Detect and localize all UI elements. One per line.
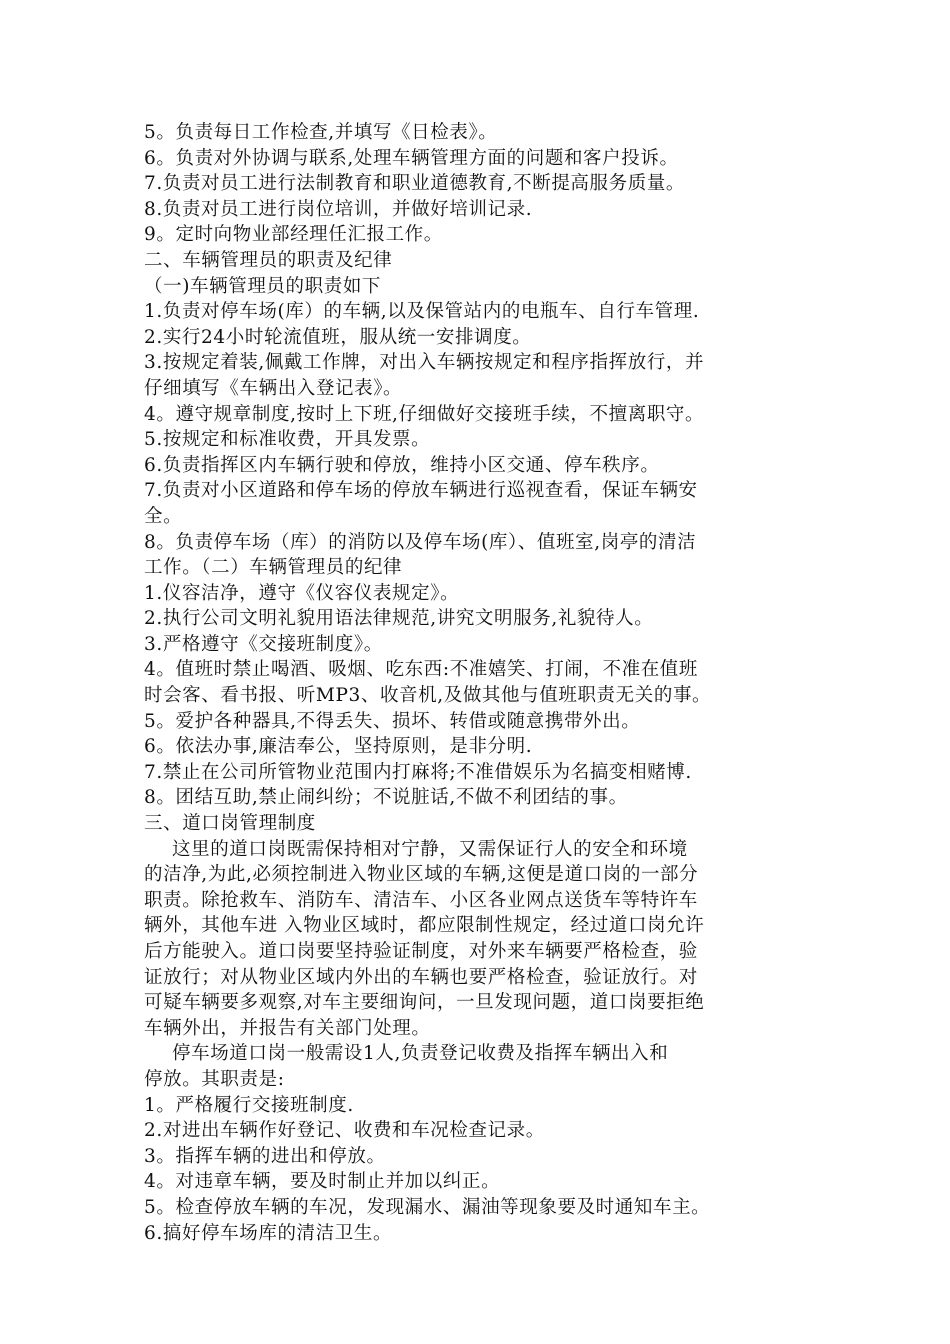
text-line: 3.按规定着装,佩戴工作牌，对出入车辆按规定和程序指挥放行，并 — [144, 352, 705, 374]
text-line: 6。负责对外协调与联系,处理车辆管理方面的问题和客户投诉。 — [144, 147, 679, 169]
text-line: 2.实行24小时轮流值班，服从统一安排调度。 — [144, 326, 532, 348]
text-line: 4。对违章车辆，要及时制止并加以纠正。 — [144, 1171, 501, 1193]
text-line: 5。爱护各种器具,不得丢失、损坏、转借或随意携带外出。 — [144, 710, 641, 732]
text-line: 职责。除抢救车、消防车、清洁车、小区各业网点送货车等特许车 — [144, 889, 698, 911]
text-line: 可疑车辆要多观察,对车主要细询问，一旦发现问题，道口岗要拒绝 — [144, 992, 705, 1014]
text-line: 5.按规定和标准收费，开具发票。 — [144, 429, 431, 451]
text-line: 7.负责对小区道路和停车场的停放车辆进行巡视查看，保证车辆安 — [144, 480, 698, 502]
text-line: 4。遵守规章制度,按时上下班,仔细做好交接班手续，不擅离职守。 — [144, 403, 705, 425]
text-line: 二、车辆管理员的职责及纪律 — [144, 249, 393, 271]
text-line: 时会客、看书报、听MP3、收音机,及做其他与值班职责无关的事。 — [144, 685, 712, 707]
text-line: 8。团结互助,禁止闹纠纷；不说脏话,不做不利团结的事。 — [144, 787, 628, 809]
text-line: 停车场道口岗一般需设1人,负责登记收费及指挥车辆出入和 — [172, 1043, 669, 1065]
text-line: 三、道口岗管理制度 — [144, 813, 316, 835]
text-line: 8。负责停车场（库）的消防以及停车场(库）、值班室,岗亭的清洁 — [144, 531, 697, 553]
text-line: 9。定时向物业部经理任汇报工作。 — [144, 224, 443, 246]
text-line: 6.搞好停车场库的清洁卫生。 — [144, 1222, 393, 1244]
text-line: 6.负责指挥区内车辆行驶和停放，维持小区交通、停车秩序。 — [144, 454, 660, 476]
text-line: 7.禁止在公司所管物业范围内打麻将;不准借娱乐为名搞变相赌博. — [144, 761, 692, 783]
text-line: 全。 — [144, 505, 183, 527]
text-line: 3.严格遵守《交接班制度》。 — [144, 633, 383, 655]
text-line: 这里的道口岗既需保持相对宁静，又需保证行人的安全和环境 — [172, 838, 688, 860]
text-line: 6。依法办事,廉洁奉公，坚持原则，是非分明. — [144, 736, 533, 758]
text-line: 1.仪容洁净，遵守《仪容仪表规定》。 — [144, 582, 460, 604]
text-line: 仔细填写《车辆出入登记表》。 — [144, 377, 403, 399]
text-line: （一)车辆管理员的职责如下 — [144, 275, 382, 297]
document-body — [144, 120, 824, 1246]
text-line: 辆外，其他车进 入物业区域时，都应限制性规定，经过道口岗允许 — [144, 915, 705, 937]
text-line: 1.负责对停车场(库）的车辆,以及保管站内的电瓶车、自行车管理. — [144, 301, 700, 323]
text-line: 7.负责对员工进行法制教育和职业道德教育,不断提高服务质量。 — [144, 173, 686, 195]
text-line: 证放行；对从物业区域内外出的车辆也要严格检查，验证放行。对 — [144, 966, 698, 988]
text-line: 的洁净,为此,必须控制进入物业区域的车辆,这便是道口岗的一部分 — [144, 864, 699, 886]
text-line: 1。严格履行交接班制度. — [144, 1094, 354, 1116]
text-line: 3。指挥车辆的进出和停放。 — [144, 1145, 386, 1167]
text-line: 2.执行公司文明礼貌用语法律规范,讲究文明服务,礼貌待人。 — [144, 608, 654, 630]
text-line: 5。检查停放车辆的车况，发现漏水、漏油等现象要及时通知车主。 — [144, 1196, 711, 1218]
text-line: 4。值班时禁止喝酒、吸烟、吃东西:不准嬉笑、打闹，不准在值班 — [144, 659, 699, 681]
text-line: 车辆外出，并报告有关部门处理。 — [144, 1017, 431, 1039]
text-line: 停放。其职责是: — [144, 1068, 285, 1090]
text-line: 工作。（二）车辆管理员的纪律 — [144, 557, 403, 579]
text-line: 后方能驶入。道口岗要坚持验证制度，对外来车辆要严格检查，验 — [144, 941, 698, 962]
text-line: 2.对进出车辆作好登记、收费和车况检查记录。 — [144, 1120, 545, 1142]
text-line: 8.负责对员工进行岗位培训，并做好培训记录. — [144, 198, 533, 220]
text-line: 5。负责每日工作检查,并填写《日检表》。 — [144, 122, 498, 143]
